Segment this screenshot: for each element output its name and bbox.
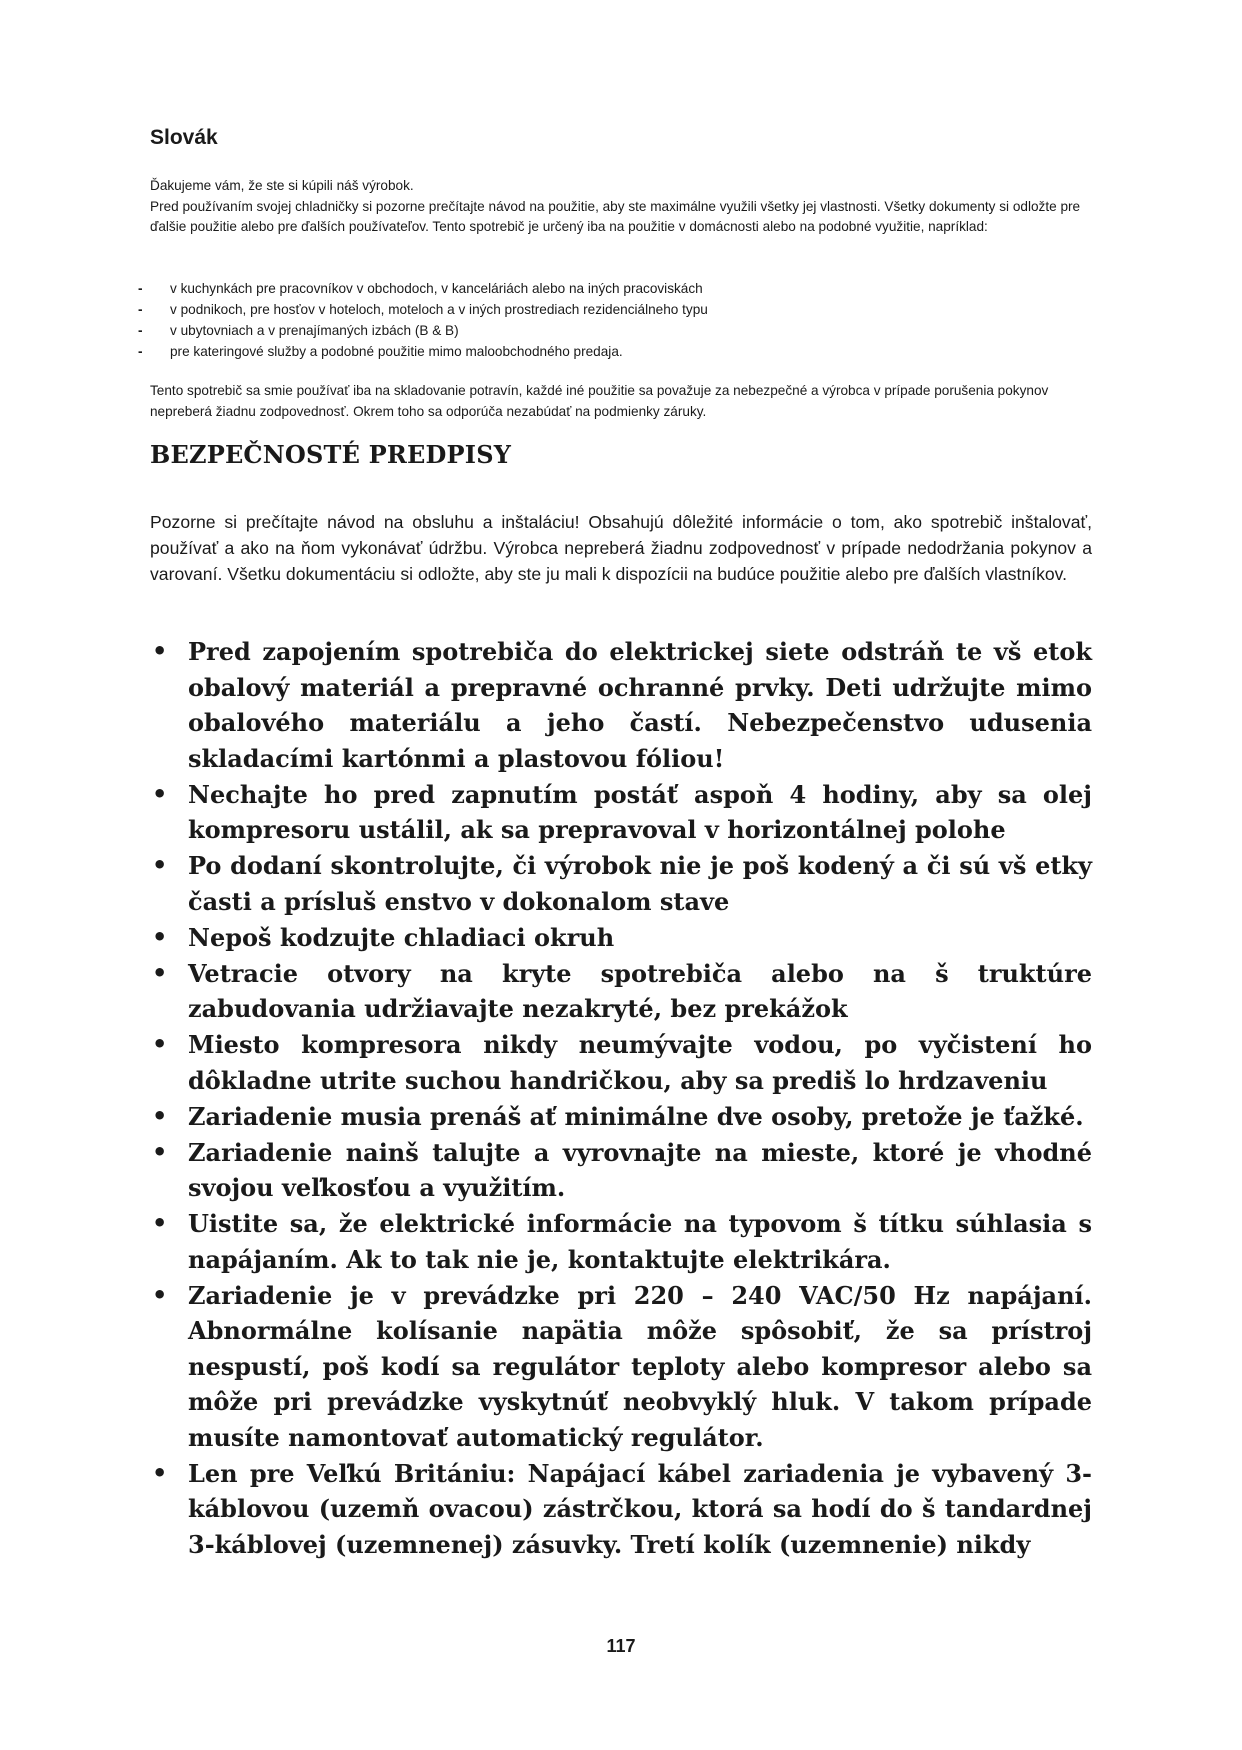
usage-list (138, 278, 1078, 362)
intro-paragraph: Pred používaním svojej chladničky si pozorne prečítajte návod na použitie, aby ste maximálne využili všetky jej vlastnosti. Všetky dokumenty si odložte pre ďalšie použitie alebo pre ďalších používateľov. Tento spotrebič je určený iba na použitie v domácnosti alebo na podobné využitie, napríklad: (150, 198, 1081, 234)
list-item-text: v kuchynkách pre pracovníkov v obchodoch, v kanceláriách alebo na iných pracoviskách (170, 281, 703, 296)
dash-marker: - (138, 323, 143, 338)
page-number: 117 (606, 1636, 636, 1656)
list-item (138, 278, 1078, 299)
intro-thanks: Ďakujeme vám, že ste si kúpili náš výrobok. (150, 178, 414, 193)
safety-instructions-list (150, 634, 1092, 1563)
safety-item: • Vetracie otvory na kryte spotrebiča alebo na š truktúre zabudovania udržiavajte nezakryté, bez prekážok (150, 956, 1092, 1027)
safety-item: • Pred zapojením spotrebiča do elektrickej siete odstráň te vš etok obalový materiál a prepravné ochranné prvky. Deti udržujte mimo obalového materiálu a jeho častí. Nebezpečenstvo udusenia skladacími kartónmi a plastovou fóliou! (150, 634, 1092, 776)
list-item (138, 341, 1078, 362)
language-heading: Slovák (150, 126, 218, 149)
safety-item: • Nechajte ho pred zapnutím postáť aspoň 4 hodiny, aby sa olej kompresoru ustálil, ak sa prepravoval v horizontálnej polohe (150, 777, 1092, 848)
list-item-text: pre kateringové služby a podobné použitie mimo maloobchodného predaja. (170, 344, 623, 359)
dash-marker: - (138, 302, 143, 317)
section-title: BEZPEČNOSTÉ PREDPISY (150, 440, 512, 469)
safety-item: • Zariadenie nainš talujte a vyrovnajte na mieste, ktoré je vhodné svojou veľkosťou a využitím. (150, 1135, 1092, 1206)
safety-item: • Miesto kompresora nikdy neumývajte vodou, po vyčistení ho dôkladne utrite suchou handričkou, aby sa prediš lo hrdzaveniu (150, 1027, 1092, 1098)
list-item-text: v ubytovniach a v prenajímaných izbách (B & B) (170, 323, 459, 338)
list-item (138, 299, 1078, 320)
safety-item: • Po dodaní skontrolujte, či výrobok nie je poš kodený a či sú vš etky časti a prísluš enstvo v dokonalom stave (150, 848, 1092, 919)
usage-note: Tento spotrebič sa smie používať iba na skladovanie potravín, každé iné použitie sa považuje za nebezpečné a výrobca v prípade porušenia pokynov nepreberá žiadnu zodpovednosť. Okrem toho sa odporúča nezabúdať na podmienky záruky. (150, 383, 1049, 419)
safety-intro: Pozorne si prečítajte návod na obsluhu a inštaláciu! Obsahujú dôležité informácie o tom, ako spotrebič inštalovať, používať a ako na ňom vykonávať údržbu. Výrobca nepreberá žiadnu zodpovednosť v prípade nedodržania pokynov a varovaní. Všetku dokumentáciu si odložte, aby ste ju mali k dispozícii na budúce použitie alebo pre ďalších vlastníkov. (150, 512, 1092, 584)
list-item-text: v podnikoch, pre hosťov v hoteloch, moteloch a v iných prostrediach rezidenciálneho typu (170, 302, 708, 317)
list-item (138, 320, 1078, 341)
dash-marker: - (138, 281, 143, 296)
safety-item: • Zariadenie musia prenáš ať minimálne dve osoby, pretože je ťažké. (150, 1099, 1092, 1135)
safety-item: • Zariadenie je v prevádzke pri 220 – 240 VAC/50 Hz napájaní. Abnormálne kolísanie napätia môže spôsobiť, že sa prístroj nespustí, poš kodí sa regulátor teploty alebo kompresor alebo sa môže pri prevádzke vyskytnúť neobvyklý hluk. V takom prípade musíte namontovať automatický regulátor. (150, 1278, 1092, 1456)
dash-marker: - (138, 344, 143, 359)
intro-block (150, 176, 1090, 238)
safety-item: • Nepoš kodzujte chladiaci okruh (150, 920, 1092, 956)
safety-item: • Len pre Veľkú Britániu: Napájací kábel zariadenia je vybavený 3-káblovou (uzemň ovacou) zástrčkou, ktorá sa hodí do š tandardnej 3-káblovej (uzemnenej) zásuvky. Tretí kolík (uzemnenie) nikdy (150, 1456, 1092, 1563)
safety-item: • Uistite sa, že elektrické informácie na typovom š títku súhlasia s napájaním. Ak to tak nie je, kontaktujte elektrikára. (150, 1206, 1092, 1277)
